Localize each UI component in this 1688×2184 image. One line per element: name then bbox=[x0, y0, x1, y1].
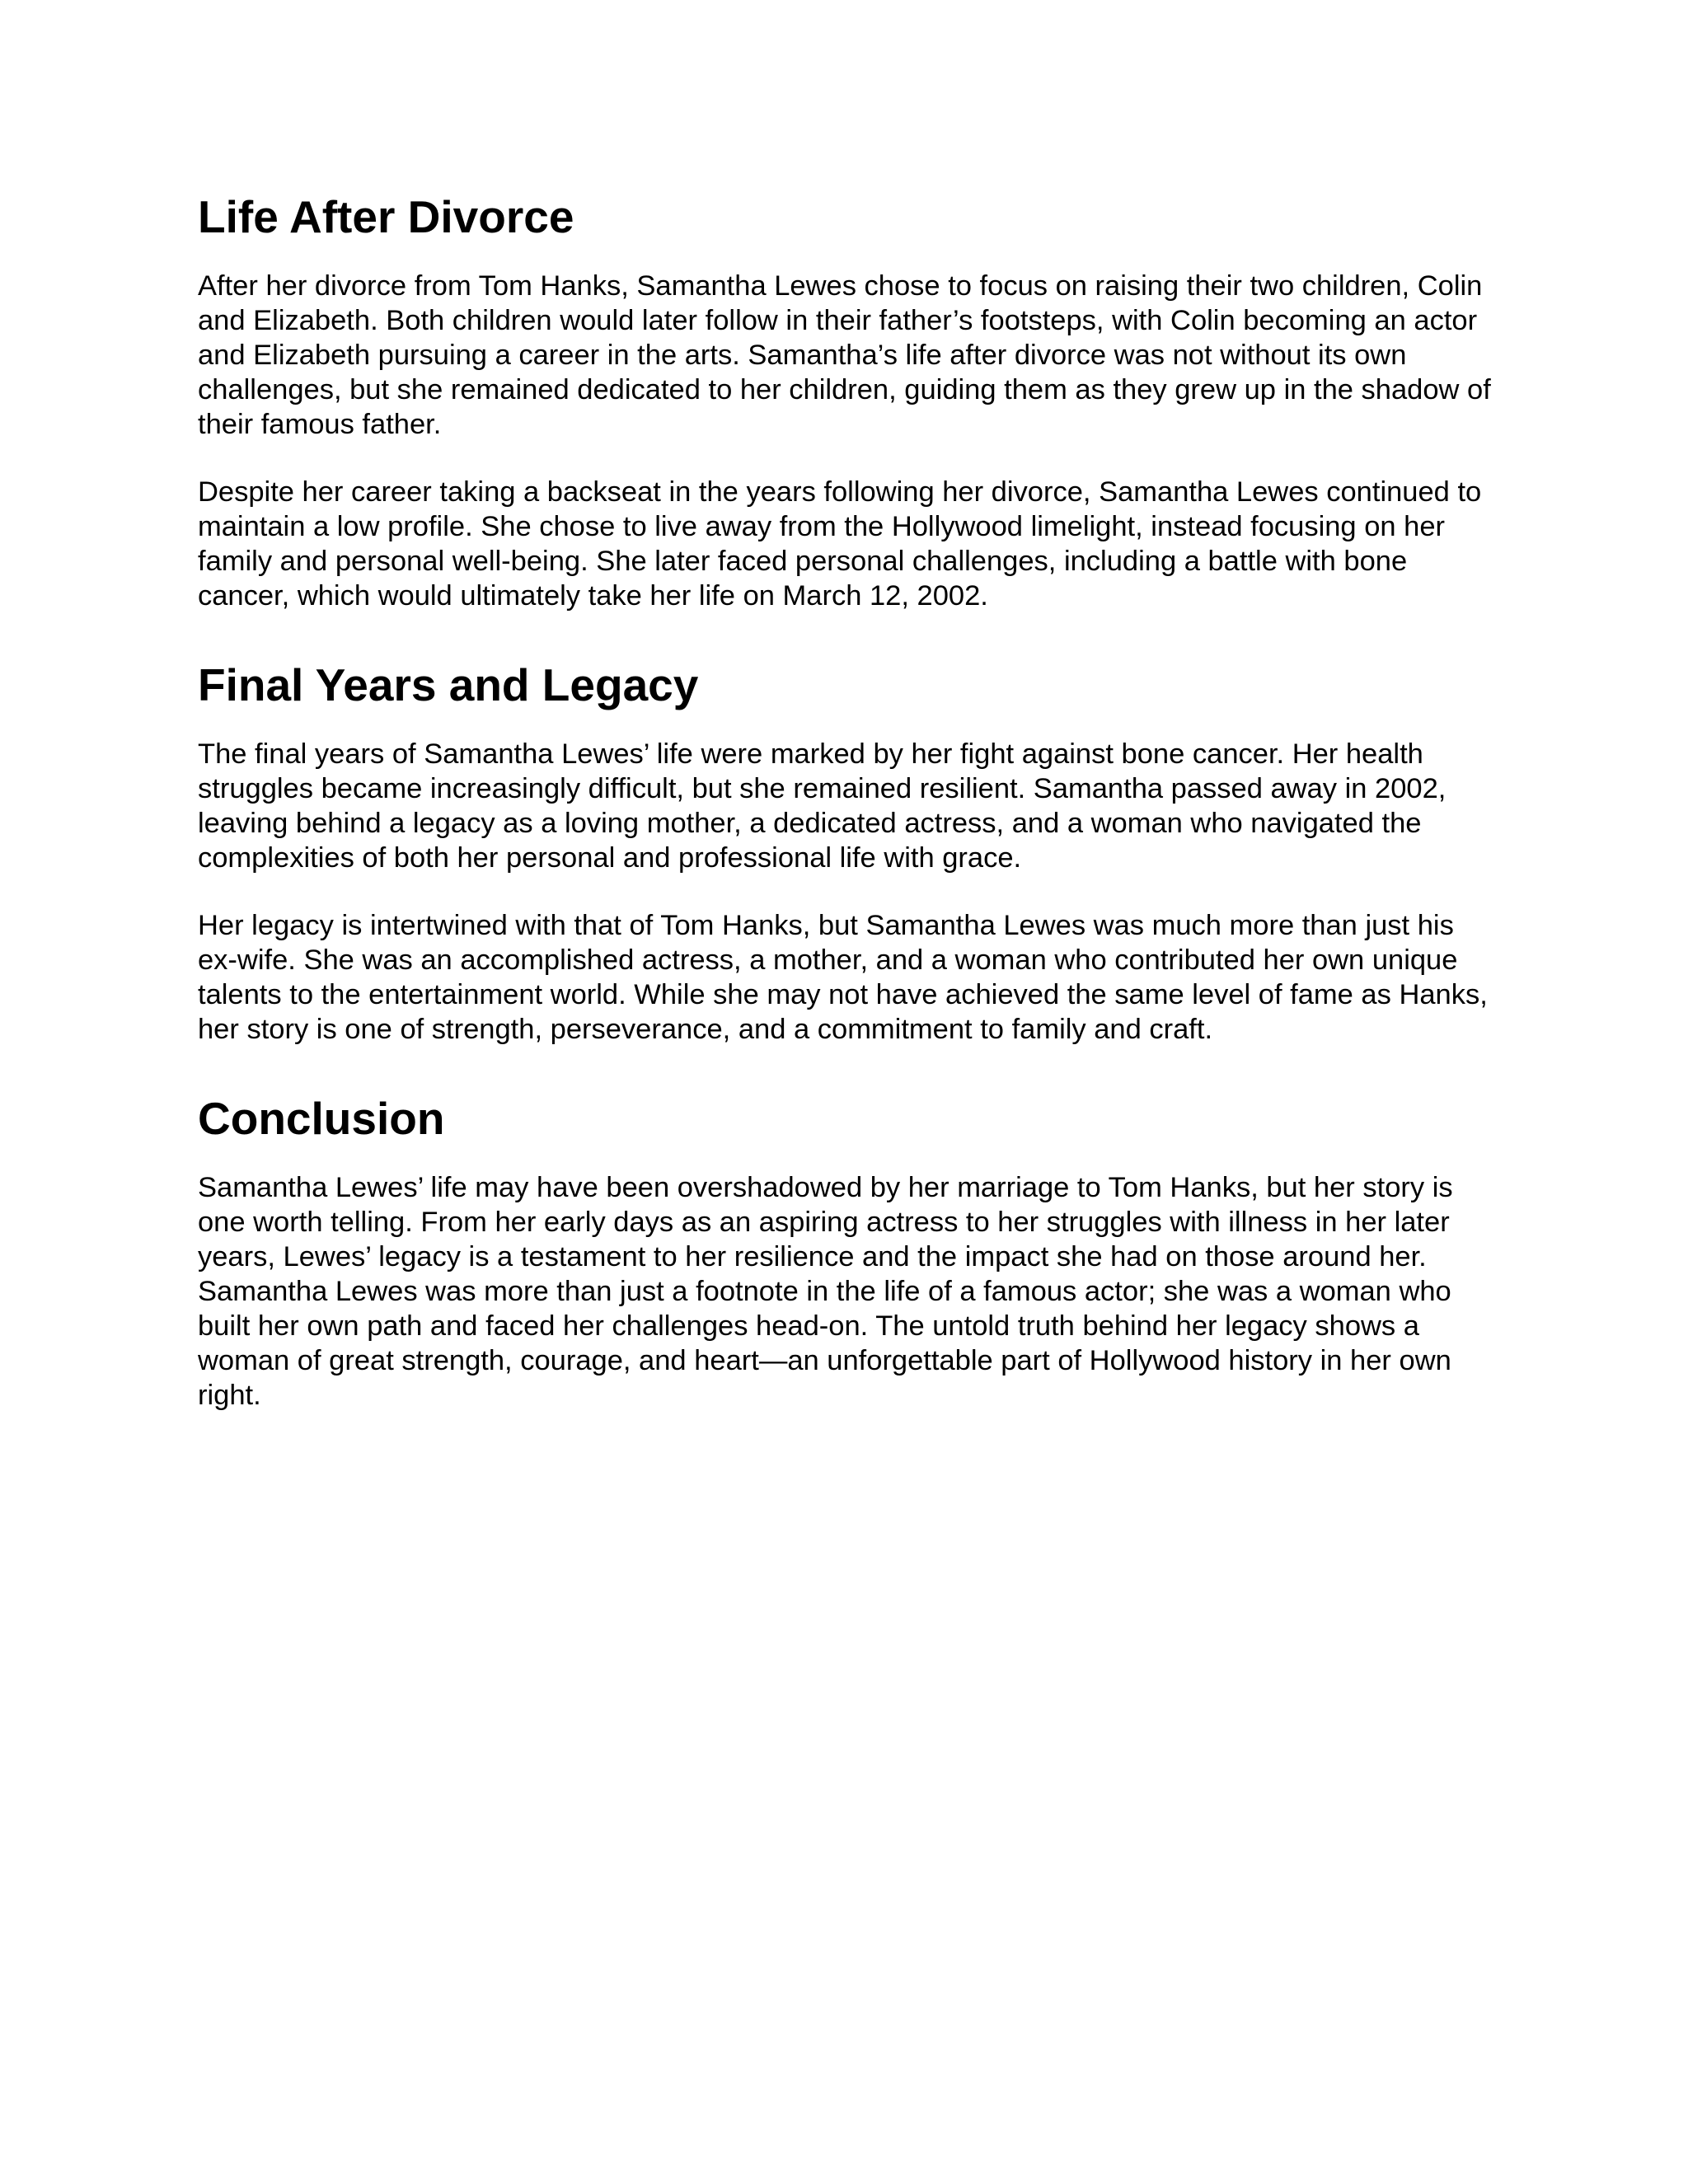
heading-conclusion: Conclusion bbox=[198, 1093, 445, 1144]
paragraph: Samantha Lewes’ life may have been overshadowed by her marriage to Tom Hanks, but her story is one worth telling. From her early days as an aspiring actress to her struggles with illness in her later years, Lewes’ legacy is a testament to her resilience and the impact she had on those around her. Samantha Lewes was more than just a footnote in the life of a famous actor; she was a woman who built her own path and faced her challenges head-on. The untold truth behind her legacy shows a woman of great strength, courage, and heart—an unforgettable part of Hollywood history in her own right. bbox=[198, 1172, 1453, 1411]
paragraph: The final years of Samantha Lewes’ life were marked by her fight against bone cancer. Her health struggles became increasingly difficult, but she remained resilient. Samantha passed away in 2002, leaving behind a legacy as a loving mother, a dedicated actress, and a woman who navigated the complexities of both her personal and professional life with grace. bbox=[198, 738, 1447, 874]
paragraph: Despite her career taking a backseat in the years following her divorce, Samantha Lewes continued to maintain a low profile. She chose to live away from the Hollywood limelight, instead focusing on her family and personal well-being. She later faced personal challenges, including a battle with bone cancer, which would ultimately take her life on March 12, 2002. bbox=[198, 476, 1482, 612]
paragraph: After her divorce from Tom Hanks, Samantha Lewes chose to focus on raising their two children, Colin and Elizabeth. Both children would later follow in their father’s footsteps, with Colin becoming an actor and Elizabeth pursuing a career in the arts. Samantha’s life after divorce was not without its own challenges, but she remained dedicated to her children, guiding them as they grew up in the shadow of their famous father. bbox=[198, 270, 1491, 440]
paragraph: Her legacy is intertwined with that of Tom Hanks, but Samantha Lewes was much more than just his ex-wife. She was an accomplished actress, a mother, and a woman who contributed her own unique talents to the entertainment world. While she may not have achieved the same level of fame as Hanks, her story is one of strength, perseverance, and a commitment to family and craft. bbox=[198, 910, 1488, 1045]
heading-final-years-and-legacy: Final Years and Legacy bbox=[198, 659, 699, 710]
document-page bbox=[198, 190, 1500, 1413]
heading-life-after-divorce: Life After Divorce bbox=[198, 191, 574, 242]
